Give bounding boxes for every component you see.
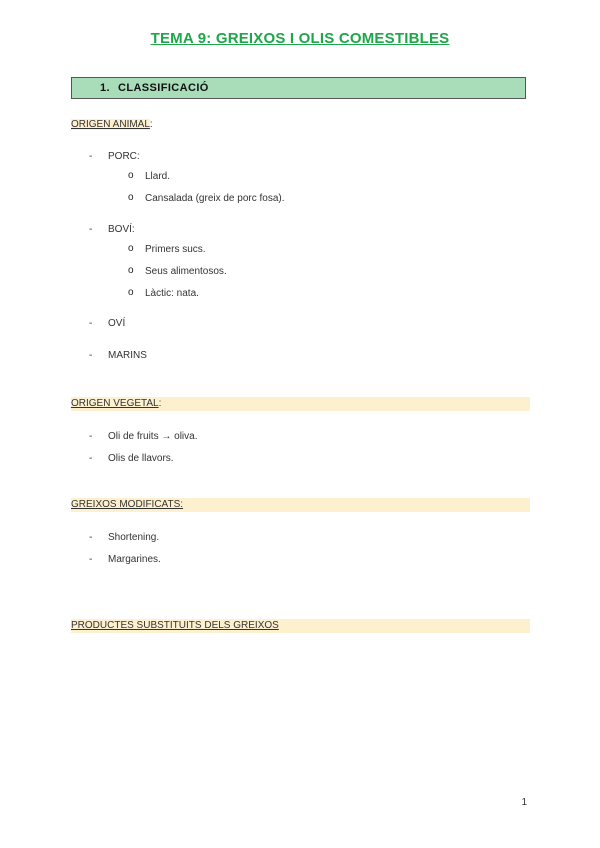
- bullet-marker: o: [128, 243, 134, 254]
- bullet-marker: o: [128, 170, 134, 181]
- list-item-porc: PORC:: [108, 151, 140, 162]
- section-label: CLASSIFICACIÓ: [117, 82, 209, 94]
- heading-greixos-modificats: [71, 498, 530, 512]
- list-item-bovi: BOVÍ:: [108, 224, 135, 235]
- list-item: Oli de fruits → oliva.: [108, 431, 198, 442]
- dash-marker: -: [89, 151, 93, 162]
- section-header: [71, 77, 526, 99]
- heading-origen-animal: ORIGEN ANIMAL:: [71, 119, 153, 130]
- page-number: 1: [521, 797, 527, 808]
- heading-productes-substituits: [71, 619, 530, 633]
- dash-marker: -: [89, 318, 93, 329]
- heading-text: ORIGEN ANIMAL: [71, 119, 150, 130]
- list-item: Olis de llavors.: [108, 453, 174, 464]
- list-item-ovi: OVÍ: [108, 318, 126, 329]
- dash-marker: -: [89, 532, 93, 543]
- heading-origen-vegetal: ORIGEN VEGETAL:: [71, 397, 530, 411]
- dash-marker: -: [89, 453, 93, 464]
- heading-text: GREIXOS MODIFICATS:: [71, 499, 184, 510]
- list-item: Shortening.: [108, 532, 160, 543]
- sub-item: Llard.: [145, 171, 171, 182]
- sub-item: Làctic: nata.: [145, 288, 199, 299]
- bullet-marker: o: [128, 287, 134, 298]
- section-number: 1.: [100, 82, 110, 94]
- dash-marker: -: [89, 350, 93, 361]
- sub-item: Seus alimentosos.: [145, 266, 227, 277]
- dash-marker: -: [89, 224, 93, 235]
- sub-item: Primers sucs.: [145, 244, 206, 255]
- dash-marker: -: [89, 431, 93, 442]
- list-item: Margarines.: [108, 554, 161, 565]
- dash-marker: -: [89, 554, 93, 565]
- page-title: TEMA 9: GREIXOS I OLIS COMESTIBLES: [150, 30, 450, 47]
- list-item-marins: MARINS: [108, 350, 147, 361]
- heading-text: PRODUCTES SUBSTITUITS DELS GREIXOS: [71, 620, 279, 631]
- bullet-marker: o: [128, 192, 134, 203]
- heading-text: ORIGEN VEGETAL: [71, 398, 159, 409]
- sub-item: Cansalada (greix de porc fosa).: [145, 193, 285, 204]
- bullet-marker: o: [128, 265, 134, 276]
